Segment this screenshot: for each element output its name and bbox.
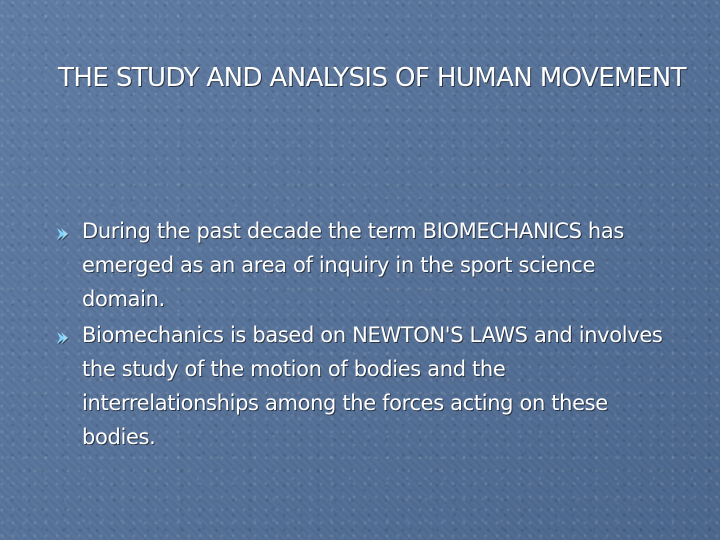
bullet-item-newtons-laws: [52, 318, 684, 454]
slide-title: THE STUDY AND ANALYSIS OF HUMAN MOVEMENT: [58, 63, 686, 93]
bullet-list: [52, 214, 684, 456]
chevron-right-icon: [54, 330, 70, 346]
chevron-right-icon: [54, 226, 70, 242]
bullet-item-biomechanics-emergence: [52, 214, 684, 316]
bullet-text: Biomechanics is based on NEWTON'S LAWS and involves the study of the motion of bodies and the interrelationships among the forces acting on these bodies.: [82, 323, 663, 449]
bullet-text: During the past decade the term BIOMECHANICS has emerged as an area of inquiry in the sport science domain.: [82, 219, 624, 311]
